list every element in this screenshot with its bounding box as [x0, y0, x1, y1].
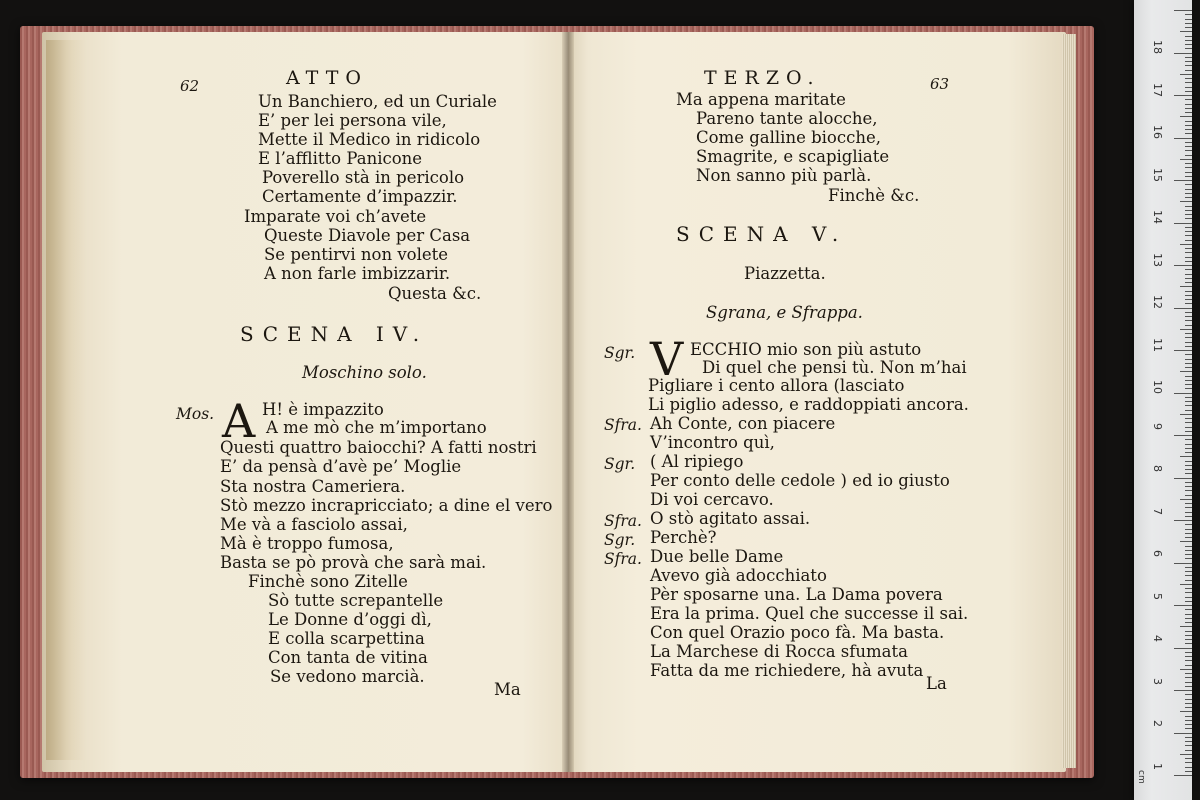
ruler-tick	[1185, 618, 1192, 619]
ruler-tick	[1174, 605, 1192, 606]
right-speaker: Sfra.	[604, 416, 642, 434]
ruler-tick	[1180, 711, 1192, 712]
left-text-line: Sò tutte screpantelle	[268, 591, 444, 610]
ruler-tick	[1185, 558, 1192, 559]
ruler-tick	[1185, 214, 1192, 215]
right-verse-line: Pareno tante alocche,	[696, 109, 878, 128]
left-text-line: E’ da pensà d’avè pe’ Moglie	[220, 457, 462, 476]
ruler-tick	[1185, 380, 1192, 381]
ruler-tick	[1185, 146, 1192, 147]
ruler-tick	[1185, 320, 1192, 321]
ruler-tick	[1174, 690, 1192, 691]
ruler-tick	[1185, 269, 1192, 270]
ruler-tick	[1185, 737, 1192, 738]
ruler-tick	[1185, 652, 1192, 653]
ruler-tick	[1185, 601, 1192, 602]
right-text-line: Pigliare i cento allora (lasciato	[648, 376, 905, 395]
ruler-number: 13	[1151, 252, 1164, 267]
ruler-tick	[1185, 240, 1192, 241]
ruler-tick	[1185, 48, 1192, 49]
left-verse-line: Poverello stà in pericolo	[262, 168, 465, 187]
ruler-tick	[1174, 308, 1192, 309]
ruler-tick	[1174, 10, 1192, 11]
ruler-tick	[1185, 82, 1192, 83]
ruler-tick	[1185, 87, 1192, 88]
ruler-tick	[1185, 660, 1192, 661]
right-catchword: La	[926, 674, 947, 693]
ruler-number: 11	[1151, 337, 1164, 352]
ruler-number: 12	[1151, 295, 1164, 309]
page-fore-edge	[1062, 34, 1076, 768]
left-verse-end: Questa &c.	[388, 284, 482, 303]
ruler-tick	[1185, 512, 1192, 513]
ruler-number: 1	[1151, 762, 1164, 770]
ruler-number: 4	[1151, 635, 1164, 642]
ruler-number: 2	[1151, 720, 1164, 727]
left-verse-line: Imparate voi ch’avete	[244, 207, 427, 226]
left-text-line: A me mò che m’importano	[266, 418, 487, 437]
left-page-number: 62	[180, 77, 200, 95]
ruler-tick	[1185, 694, 1192, 695]
ruler-tick	[1185, 282, 1192, 283]
ruler-number: 18	[1151, 40, 1164, 54]
right-verse-line: Come galline biocche,	[696, 128, 881, 147]
ruler-tick	[1185, 469, 1192, 470]
left-text-line: Mà è troppo fumosa,	[220, 534, 394, 553]
ruler-tick	[1185, 524, 1192, 525]
right-text-line: Pèr sposarne una. La Dama povera	[650, 585, 943, 604]
ruler-tick	[1185, 503, 1192, 504]
ruler-tick	[1185, 771, 1192, 772]
right-speaker: Sgr.	[604, 455, 636, 473]
ruler-tick	[1185, 622, 1192, 623]
ruler-tick	[1174, 350, 1192, 351]
ruler-tick	[1185, 342, 1192, 343]
ruler-tick	[1185, 227, 1192, 228]
right-scene-setting: Piazzetta.	[744, 264, 826, 283]
ruler-tick	[1185, 486, 1192, 487]
right-speaker: Sgr.	[604, 531, 636, 549]
ruler-tick	[1185, 465, 1192, 466]
ruler-tick	[1185, 248, 1192, 249]
ruler-tick	[1185, 720, 1192, 721]
ruler-tick	[1185, 533, 1192, 534]
ruler-number: 7	[1151, 507, 1164, 515]
ruler-tick	[1174, 393, 1192, 394]
ruler-tick	[1185, 516, 1192, 517]
ruler-tick	[1185, 325, 1192, 326]
ruler-tick	[1180, 626, 1192, 627]
left-scene-character: Moschino solo.	[302, 363, 427, 382]
ruler-number: 10	[1151, 380, 1164, 394]
ruler-tick	[1180, 244, 1192, 245]
ruler-tick	[1185, 337, 1192, 338]
ruler-tick	[1185, 750, 1192, 751]
left-text-line: E colla scarpettina	[268, 629, 425, 648]
right-text-line: Di quel che pensi tù. Non m’hai	[702, 358, 967, 377]
ruler-tick	[1185, 354, 1192, 355]
ruler-tick	[1185, 418, 1192, 419]
ruler-number: 5	[1151, 592, 1164, 600]
left-verse-line: Mette il Medico in ridicolo	[258, 130, 481, 149]
right-text-line: Perchè?	[650, 528, 717, 547]
ruler-number: 15	[1151, 167, 1164, 182]
ruler-tick	[1185, 274, 1192, 275]
ruler-tick	[1185, 40, 1192, 41]
left-text-line: Questi quattro baiocchi? A fatti nostri	[220, 438, 537, 457]
ruler-tick	[1185, 444, 1192, 445]
right-text-line: Fatta da me richiedere, hà avuta	[650, 661, 924, 680]
ruler-unit: cm	[1136, 770, 1146, 784]
ruler-tick	[1185, 592, 1192, 593]
left-speaker: Mos.	[176, 405, 215, 423]
right-verse-line: Ma appena maritate	[676, 90, 846, 109]
left-verse-line: E’ per lei persona vile,	[258, 111, 447, 130]
ruler-number: 3	[1151, 677, 1164, 685]
ruler-tick	[1180, 456, 1192, 457]
ruler-tick	[1174, 478, 1192, 479]
ruler-tick	[1185, 19, 1192, 20]
ruler-tick	[1180, 499, 1192, 500]
left-verse-line: Se pentirvi non volete	[264, 245, 449, 264]
ruler-tick	[1185, 588, 1192, 589]
ruler-tick	[1185, 299, 1192, 300]
ruler-tick	[1180, 201, 1192, 202]
ruler-tick	[1185, 218, 1192, 219]
ruler-tick	[1185, 129, 1192, 130]
left-text-line: Sta nostra Cameriera.	[220, 477, 406, 496]
ruler-tick	[1180, 414, 1192, 415]
ruler-tick	[1180, 371, 1192, 372]
ruler-tick	[1185, 121, 1192, 122]
ruler-tick	[1174, 180, 1192, 181]
right-text-line: Di voi cercavo.	[650, 490, 774, 509]
ruler-tick	[1185, 397, 1192, 398]
measurement-ruler	[1134, 0, 1192, 800]
ruler-tick	[1185, 490, 1192, 491]
ruler-tick	[1185, 703, 1192, 704]
ruler-tick	[1185, 359, 1192, 360]
right-page-number: 63	[930, 75, 950, 93]
ruler-tick	[1185, 333, 1192, 334]
ruler-tick	[1185, 36, 1192, 37]
ruler-tick	[1185, 507, 1192, 508]
ruler-tick	[1185, 303, 1192, 304]
ruler-tick	[1180, 541, 1192, 542]
ruler-tick	[1174, 520, 1192, 521]
left-verse-line: Un Banchiero, ed un Curiale	[258, 92, 497, 111]
ruler-tick	[1185, 529, 1192, 530]
ruler-tick	[1185, 112, 1192, 113]
ruler-tick	[1185, 550, 1192, 551]
ruler-tick	[1185, 665, 1192, 666]
ruler-tick	[1185, 673, 1192, 674]
ruler-tick	[1185, 422, 1192, 423]
ruler-tick	[1180, 286, 1192, 287]
ruler-tick	[1185, 91, 1192, 92]
ruler-tick	[1185, 482, 1192, 483]
ruler-tick	[1185, 452, 1192, 453]
ruler-tick	[1185, 14, 1192, 15]
ruler-number: 16	[1151, 125, 1164, 139]
ruler-tick	[1185, 44, 1192, 45]
ruler-tick	[1185, 184, 1192, 185]
right-text-line: Li piglio adesso, e raddoppiati ancora.	[648, 395, 969, 414]
ruler-tick	[1185, 231, 1192, 232]
right-text-line: Con quel Orazio poco fà. Ma basta.	[650, 623, 945, 642]
ruler-number: 8	[1151, 465, 1164, 472]
ruler-tick	[1185, 167, 1192, 168]
ruler-tick	[1185, 61, 1192, 62]
left-text-line: Stò mezzo incrapricciato; a dine el vero	[220, 496, 553, 515]
left-text-line: Basta se pò provà che sarà mai.	[220, 553, 487, 572]
right-text-line: Era la prima. Quel che successe il sai.	[650, 604, 969, 623]
ruler-tick	[1185, 176, 1192, 177]
left-verse-line: A non farle imbizzarir.	[264, 264, 451, 283]
right-text-line: La Marchese di Rocca sfumata	[650, 642, 908, 661]
right-speaker: Sfra.	[604, 512, 642, 530]
ruler-tick	[1185, 699, 1192, 700]
left-verse-line: Queste Diavole per Casa	[264, 226, 471, 245]
ruler-tick	[1185, 57, 1192, 58]
book-gutter	[562, 32, 574, 772]
left-text-line: Finchè sono Zitelle	[248, 572, 408, 591]
ruler-tick	[1185, 150, 1192, 151]
ruler-tick	[1185, 23, 1192, 24]
ruler-tick	[1185, 346, 1192, 347]
ruler-tick	[1185, 537, 1192, 538]
ruler-tick	[1185, 473, 1192, 474]
ruler-tick	[1185, 27, 1192, 28]
ruler-tick	[1185, 163, 1192, 164]
right-text-line: V’incontro quì,	[650, 433, 775, 452]
ruler-tick	[1185, 571, 1192, 572]
ruler-tick	[1185, 686, 1192, 687]
right-text-line: Due belle Dame	[650, 547, 784, 566]
ruler-tick	[1185, 741, 1192, 742]
ruler-tick	[1185, 252, 1192, 253]
ruler-tick	[1185, 376, 1192, 377]
ruler-tick	[1185, 410, 1192, 411]
left-catchword: Ma	[494, 680, 521, 699]
left-drop-cap: A	[222, 394, 256, 448]
ruler-tick	[1174, 648, 1192, 649]
ruler-tick	[1174, 775, 1192, 776]
ruler-tick	[1185, 104, 1192, 105]
ruler-tick	[1180, 74, 1192, 75]
ruler-tick	[1185, 295, 1192, 296]
right-speaker: Sfra.	[604, 550, 642, 568]
ruler-tick	[1185, 70, 1192, 71]
ruler-tick	[1185, 762, 1192, 763]
ruler-tick	[1185, 767, 1192, 768]
ruler-tick	[1185, 431, 1192, 432]
ruler-tick	[1185, 142, 1192, 143]
ruler-number: 6	[1151, 550, 1164, 557]
right-verse-end: Finchè &c.	[828, 186, 920, 205]
ruler-tick	[1185, 108, 1192, 109]
ruler-tick	[1185, 580, 1192, 581]
ruler-number: 14	[1151, 210, 1164, 224]
ruler-tick	[1185, 724, 1192, 725]
ruler-tick	[1180, 329, 1192, 330]
right-text-line: ( Al ripiego	[650, 452, 744, 471]
ruler-tick	[1185, 405, 1192, 406]
ruler-tick	[1174, 733, 1192, 734]
left-text-line: Se vedono marcià.	[270, 667, 425, 686]
right-scene-characters: Sgrana, e Sfrappa.	[706, 303, 863, 322]
ruler-tick	[1185, 210, 1192, 211]
ruler-tick	[1185, 575, 1192, 576]
ruler-tick	[1174, 223, 1192, 224]
ruler-tick	[1180, 669, 1192, 670]
ruler-tick	[1185, 427, 1192, 428]
ruler-tick	[1185, 78, 1192, 79]
ruler-tick	[1180, 159, 1192, 160]
ruler-tick	[1185, 312, 1192, 313]
ruler-tick	[1185, 155, 1192, 156]
ruler-tick	[1185, 643, 1192, 644]
ruler-tick	[1185, 125, 1192, 126]
ruler-tick	[1185, 656, 1192, 657]
right-drop-cap: V	[650, 332, 684, 386]
right-text-line: Avevo già adocchiato	[650, 566, 827, 585]
right-text-line: O stò agitato assai.	[650, 509, 811, 528]
ruler-tick	[1174, 95, 1192, 96]
ruler-tick	[1185, 707, 1192, 708]
left-text-line: Con tanta de vitina	[268, 648, 428, 667]
ruler-tick	[1174, 265, 1192, 266]
ruler-tick	[1185, 388, 1192, 389]
ruler-tick	[1174, 138, 1192, 139]
ruler-tick	[1180, 584, 1192, 585]
ruler-tick	[1185, 554, 1192, 555]
ruler-tick	[1185, 439, 1192, 440]
ruler-tick	[1185, 546, 1192, 547]
left-scene-heading: SCENA IV.	[240, 322, 429, 346]
ruler-tick	[1185, 401, 1192, 402]
ruler-tick	[1185, 461, 1192, 462]
ruler-tick	[1185, 367, 1192, 368]
ruler-tick	[1185, 257, 1192, 258]
ruler-tick	[1185, 635, 1192, 636]
ruler-tick	[1174, 53, 1192, 54]
ruler-tick	[1174, 563, 1192, 564]
ruler-tick	[1185, 206, 1192, 207]
right-verse-line: Smagrite, e scapigliate	[696, 147, 890, 166]
ruler-tick	[1185, 197, 1192, 198]
ruler-tick	[1185, 261, 1192, 262]
ruler-tick	[1185, 316, 1192, 317]
ruler-tick	[1180, 754, 1192, 755]
ruler-tick	[1185, 448, 1192, 449]
left-text-line: H! è impazzito	[262, 400, 384, 419]
ruler-tick	[1185, 567, 1192, 568]
ruler-tick	[1185, 716, 1192, 717]
ruler-tick	[1185, 193, 1192, 194]
right-text-line: Per conto delle cedole ) ed io giusto	[650, 471, 950, 490]
ruler-tick	[1185, 278, 1192, 279]
right-text-line: ECCHIO mio son più astuto	[690, 340, 922, 359]
ruler-tick	[1180, 116, 1192, 117]
right-verse-line: Non sanno più parlà.	[696, 166, 872, 185]
left-verse-line: E l’afflitto Panicone	[258, 149, 423, 168]
ruler-tick	[1185, 99, 1192, 100]
right-speaker: Sgr.	[604, 344, 636, 362]
right-scene-heading: SCENA V.	[676, 222, 848, 246]
ruler-tick	[1185, 384, 1192, 385]
page-edge-stain	[46, 40, 86, 760]
ruler-tick	[1185, 597, 1192, 598]
ruler-tick	[1185, 495, 1192, 496]
ruler-tick	[1185, 609, 1192, 610]
right-running-head: TERZO.	[704, 67, 821, 89]
left-verse-line: Certamente d’impazzir.	[262, 187, 458, 206]
ruler-tick	[1180, 31, 1192, 32]
ruler-tick	[1185, 65, 1192, 66]
left-text-line: Me và a fasciolo assai,	[220, 515, 408, 534]
ruler-tick	[1185, 745, 1192, 746]
ruler-tick	[1185, 189, 1192, 190]
ruler-number: 17	[1151, 82, 1164, 97]
ruler-tick	[1185, 639, 1192, 640]
ruler-tick	[1185, 363, 1192, 364]
left-text-line: Le Donne d’oggi dì,	[268, 610, 432, 629]
ruler-tick	[1185, 235, 1192, 236]
ruler-tick	[1185, 728, 1192, 729]
ruler-tick	[1185, 133, 1192, 134]
ruler-tick	[1174, 435, 1192, 436]
ruler-tick	[1185, 172, 1192, 173]
ruler-tick	[1185, 631, 1192, 632]
ruler-tick	[1185, 758, 1192, 759]
ruler-number: 9	[1151, 422, 1164, 430]
ruler-tick	[1185, 677, 1192, 678]
ruler-tick	[1185, 682, 1192, 683]
left-running-head: ATTO	[286, 67, 368, 89]
ruler-tick	[1185, 291, 1192, 292]
right-text-line: Ah Conte, con piacere	[650, 414, 836, 433]
ruler-tick	[1185, 614, 1192, 615]
